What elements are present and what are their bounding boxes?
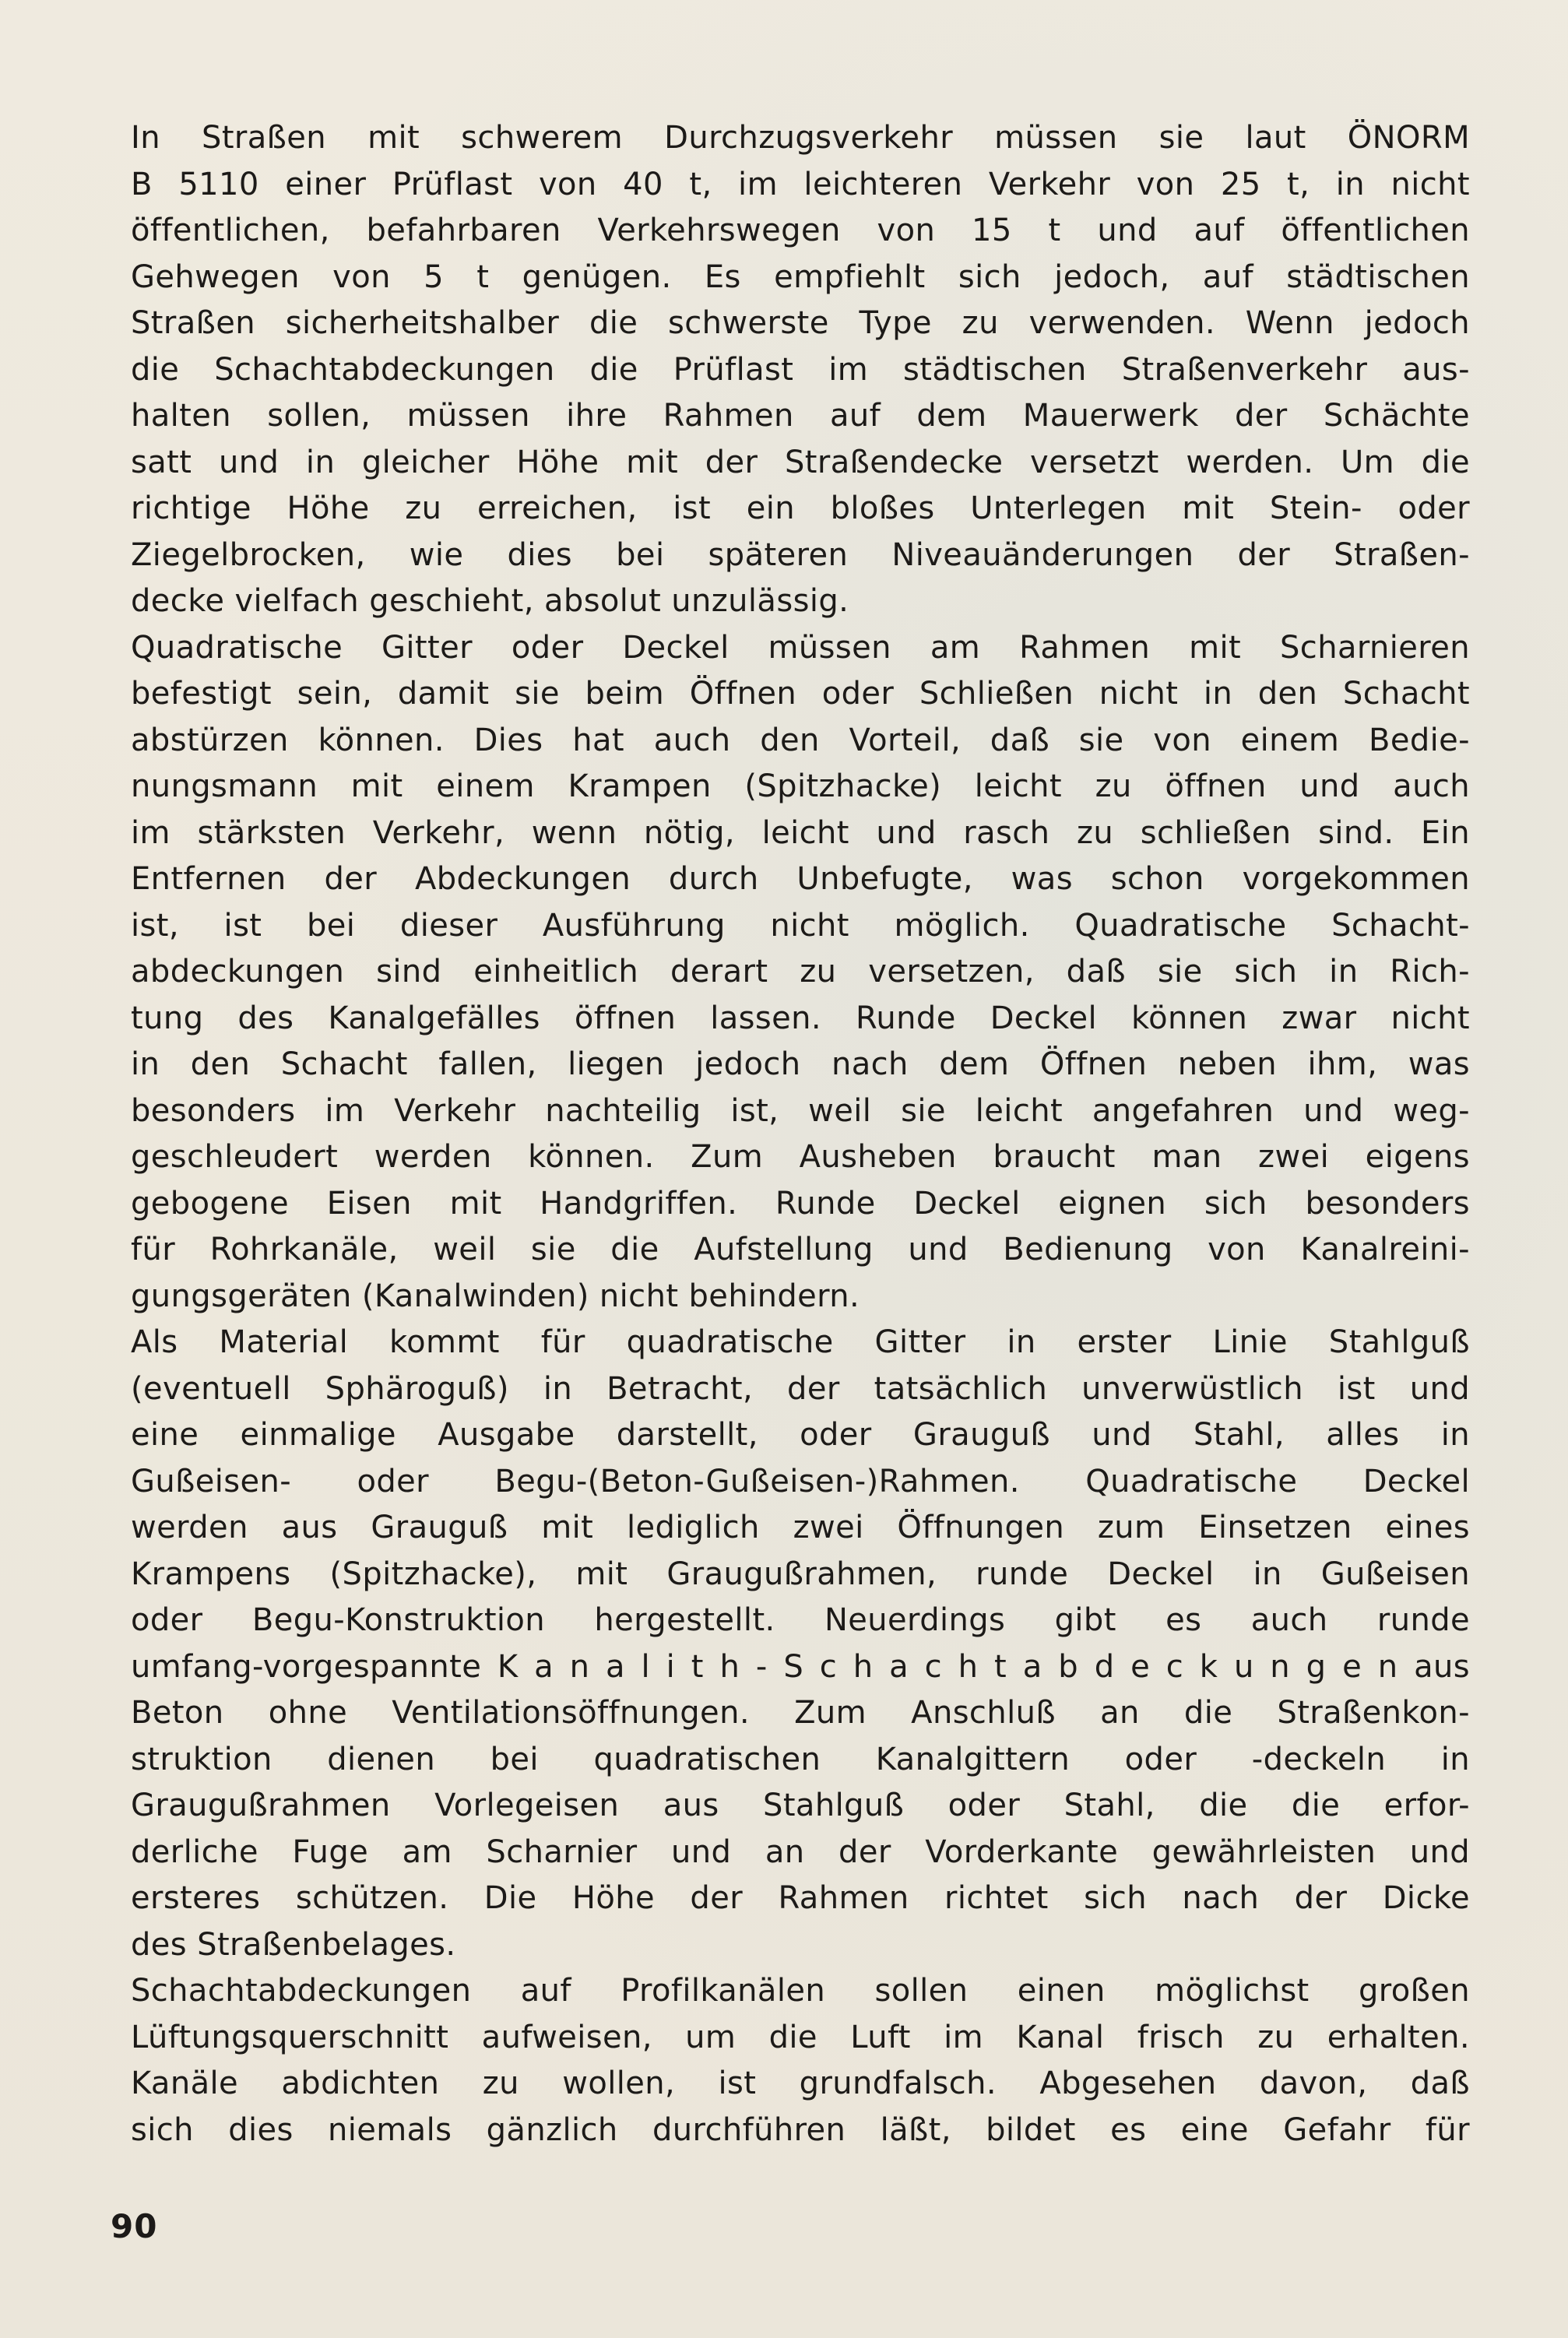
- text-line: gebogene Eisen mit Handgriffen. Runde Deckel eignen sich besonders: [131, 1185, 1470, 1222]
- text-line: die Schachtabdeckungen die Prüflast im städtischen Straßenverkehr aus-: [131, 351, 1470, 388]
- text-line: Entfernen der Abdeckungen durch Unbefugte, was schon vorgekommen: [131, 861, 1470, 897]
- text-line: besonders im Verkehr nachteilig ist, weil sie leicht angefahren und weg-: [131, 1092, 1470, 1129]
- text-line: Krampens (Spitzhacke), mit Graugußrahmen, runde Deckel in Gußeisen: [131, 1556, 1470, 1592]
- text-line: (eventuell Sphäroguß) in Betracht, der tatsächlich unverwüstlich ist und: [131, 1370, 1470, 1407]
- text-line: für Rohrkanäle, weil sie die Aufstellung und Bedienung von Kanalreini-: [131, 1232, 1470, 1267]
- text-line: gungsgeräten (Kanalwinden) nicht behindern.: [131, 1278, 860, 1314]
- text-line: B 5110 einer Prüflast von 40 t, im leichteren Verkehr von 25 t, in nicht: [131, 166, 1470, 202]
- text-line: Kanäle abdichten zu wollen, ist grundfalsch. Abgesehen davon, daß: [131, 2066, 1470, 2101]
- text-line: struktion dienen bei quadratischen Kanalgittern oder -deckeln in: [131, 1741, 1470, 1777]
- text-line: halten sollen, müssen ihre Rahmen auf dem Mauerwerk der Schächte: [131, 398, 1470, 434]
- body-text: [131, 115, 1470, 2153]
- paragraph: [131, 115, 1470, 625]
- text-line: des Straßenbelages.: [131, 1926, 456, 1963]
- text-line: befestigt sein, damit sie beim Öffnen oder Schließen nicht in den Schacht: [131, 676, 1470, 712]
- text-line: öffentlichen, befahrbaren Verkehrswegen von 15 t und auf öffentlichen: [131, 213, 1470, 248]
- text-line: derliche Fuge am Scharnier und an der Vorderkante gewährleisten und: [131, 1833, 1470, 1870]
- paragraph: [131, 625, 1470, 1320]
- text-line: umfang-vorgespannte K a n a l i t h - S c h a c h t a b d e c k u n g e n aus: [131, 1648, 1470, 1685]
- text-line: oder Begu-Konstruktion hergestellt. Neuerdings gibt es auch runde: [131, 1602, 1470, 1638]
- text-line: eine einmalige Ausgabe darstellt, oder Grauguß und Stahl, alles in: [131, 1417, 1470, 1453]
- text-line: werden aus Grauguß mit lediglich zwei Öffnungen zum Einsetzen eines: [131, 1510, 1470, 1545]
- text-line: abstürzen können. Dies hat auch den Vorteil, daß sie von einem Bedie-: [131, 722, 1470, 758]
- page-number: 90: [111, 2207, 158, 2245]
- text-line: Quadratische Gitter oder Deckel müssen am Rahmen mit Scharnieren: [131, 629, 1470, 666]
- paragraph: [131, 1320, 1470, 1968]
- text-line: Lüftungsquerschnitt aufweisen, um die Luft im Kanal frisch zu erhalten.: [131, 2019, 1470, 2055]
- text-line: Gußeisen- oder Begu-(Beton-Gußeisen-)Rahmen. Quadratische Deckel: [131, 1463, 1470, 1499]
- text-line: in den Schacht fallen, liegen jedoch nach dem Öffnen neben ihm, was: [131, 1046, 1470, 1082]
- text-line: ersteres schützen. Die Höhe der Rahmen richtet sich nach der Dicke: [131, 1880, 1470, 1916]
- text-line: geschleudert werden können. Zum Ausheben braucht man zwei eigens: [131, 1139, 1470, 1175]
- text-line: tung des Kanalgefälles öffnen lassen. Runde Deckel können zwar nicht: [131, 1000, 1470, 1036]
- text-line: im stärksten Verkehr, wenn nötig, leicht und rasch zu schließen sind. Ein: [131, 814, 1470, 851]
- text-line: Schachtabdeckungen auf Profilkanälen sollen einen möglichst großen: [131, 1973, 1470, 2009]
- text-line: Straßen sicherheitshalber die schwerste Type zu verwenden. Wenn jedoch: [131, 305, 1470, 341]
- text-line: Ziegelbrocken, wie dies bei späteren Niveauänderungen der Straßen-: [131, 536, 1470, 573]
- text-line: ist, ist bei dieser Ausführung nicht möglich. Quadratische Schacht-: [131, 907, 1470, 944]
- text-line: In Straßen mit schwerem Durchzugsverkehr müssen sie laut ÖNORM: [131, 120, 1470, 156]
- text-line: decke vielfach geschieht, absolut unzulässig.: [131, 583, 849, 619]
- text-line: Graugußrahmen Vorlegeisen aus Stahlguß oder Stahl, die die erfor-: [131, 1788, 1470, 1823]
- text-line: Gehwegen von 5 t genügen. Es empfiehlt sich jedoch, auf städtischen: [131, 258, 1470, 295]
- text-line: nungsmann mit einem Krampen (Spitzhacke) leicht zu öffnen und auch: [131, 768, 1470, 804]
- text-line: Beton ohne Ventilationsöffnungen. Zum Anschluß an die Straßenkon-: [131, 1695, 1470, 1731]
- text-line: richtige Höhe zu erreichen, ist ein bloßes Unterlegen mit Stein- oder: [131, 490, 1470, 526]
- text-line: Als Material kommt für quadratische Gitter in erster Linie Stahlguß: [131, 1324, 1470, 1360]
- text-line: satt und in gleicher Höhe mit der Straßendecke versetzt werden. Um die: [131, 444, 1470, 480]
- text-line: abdeckungen sind einheitlich derart zu versetzen, daß sie sich in Rich-: [131, 954, 1470, 990]
- text-line: sich dies niemals gänzlich durchführen läßt, bildet es eine Gefahr für: [131, 2111, 1470, 2148]
- paragraph: [131, 1968, 1470, 2153]
